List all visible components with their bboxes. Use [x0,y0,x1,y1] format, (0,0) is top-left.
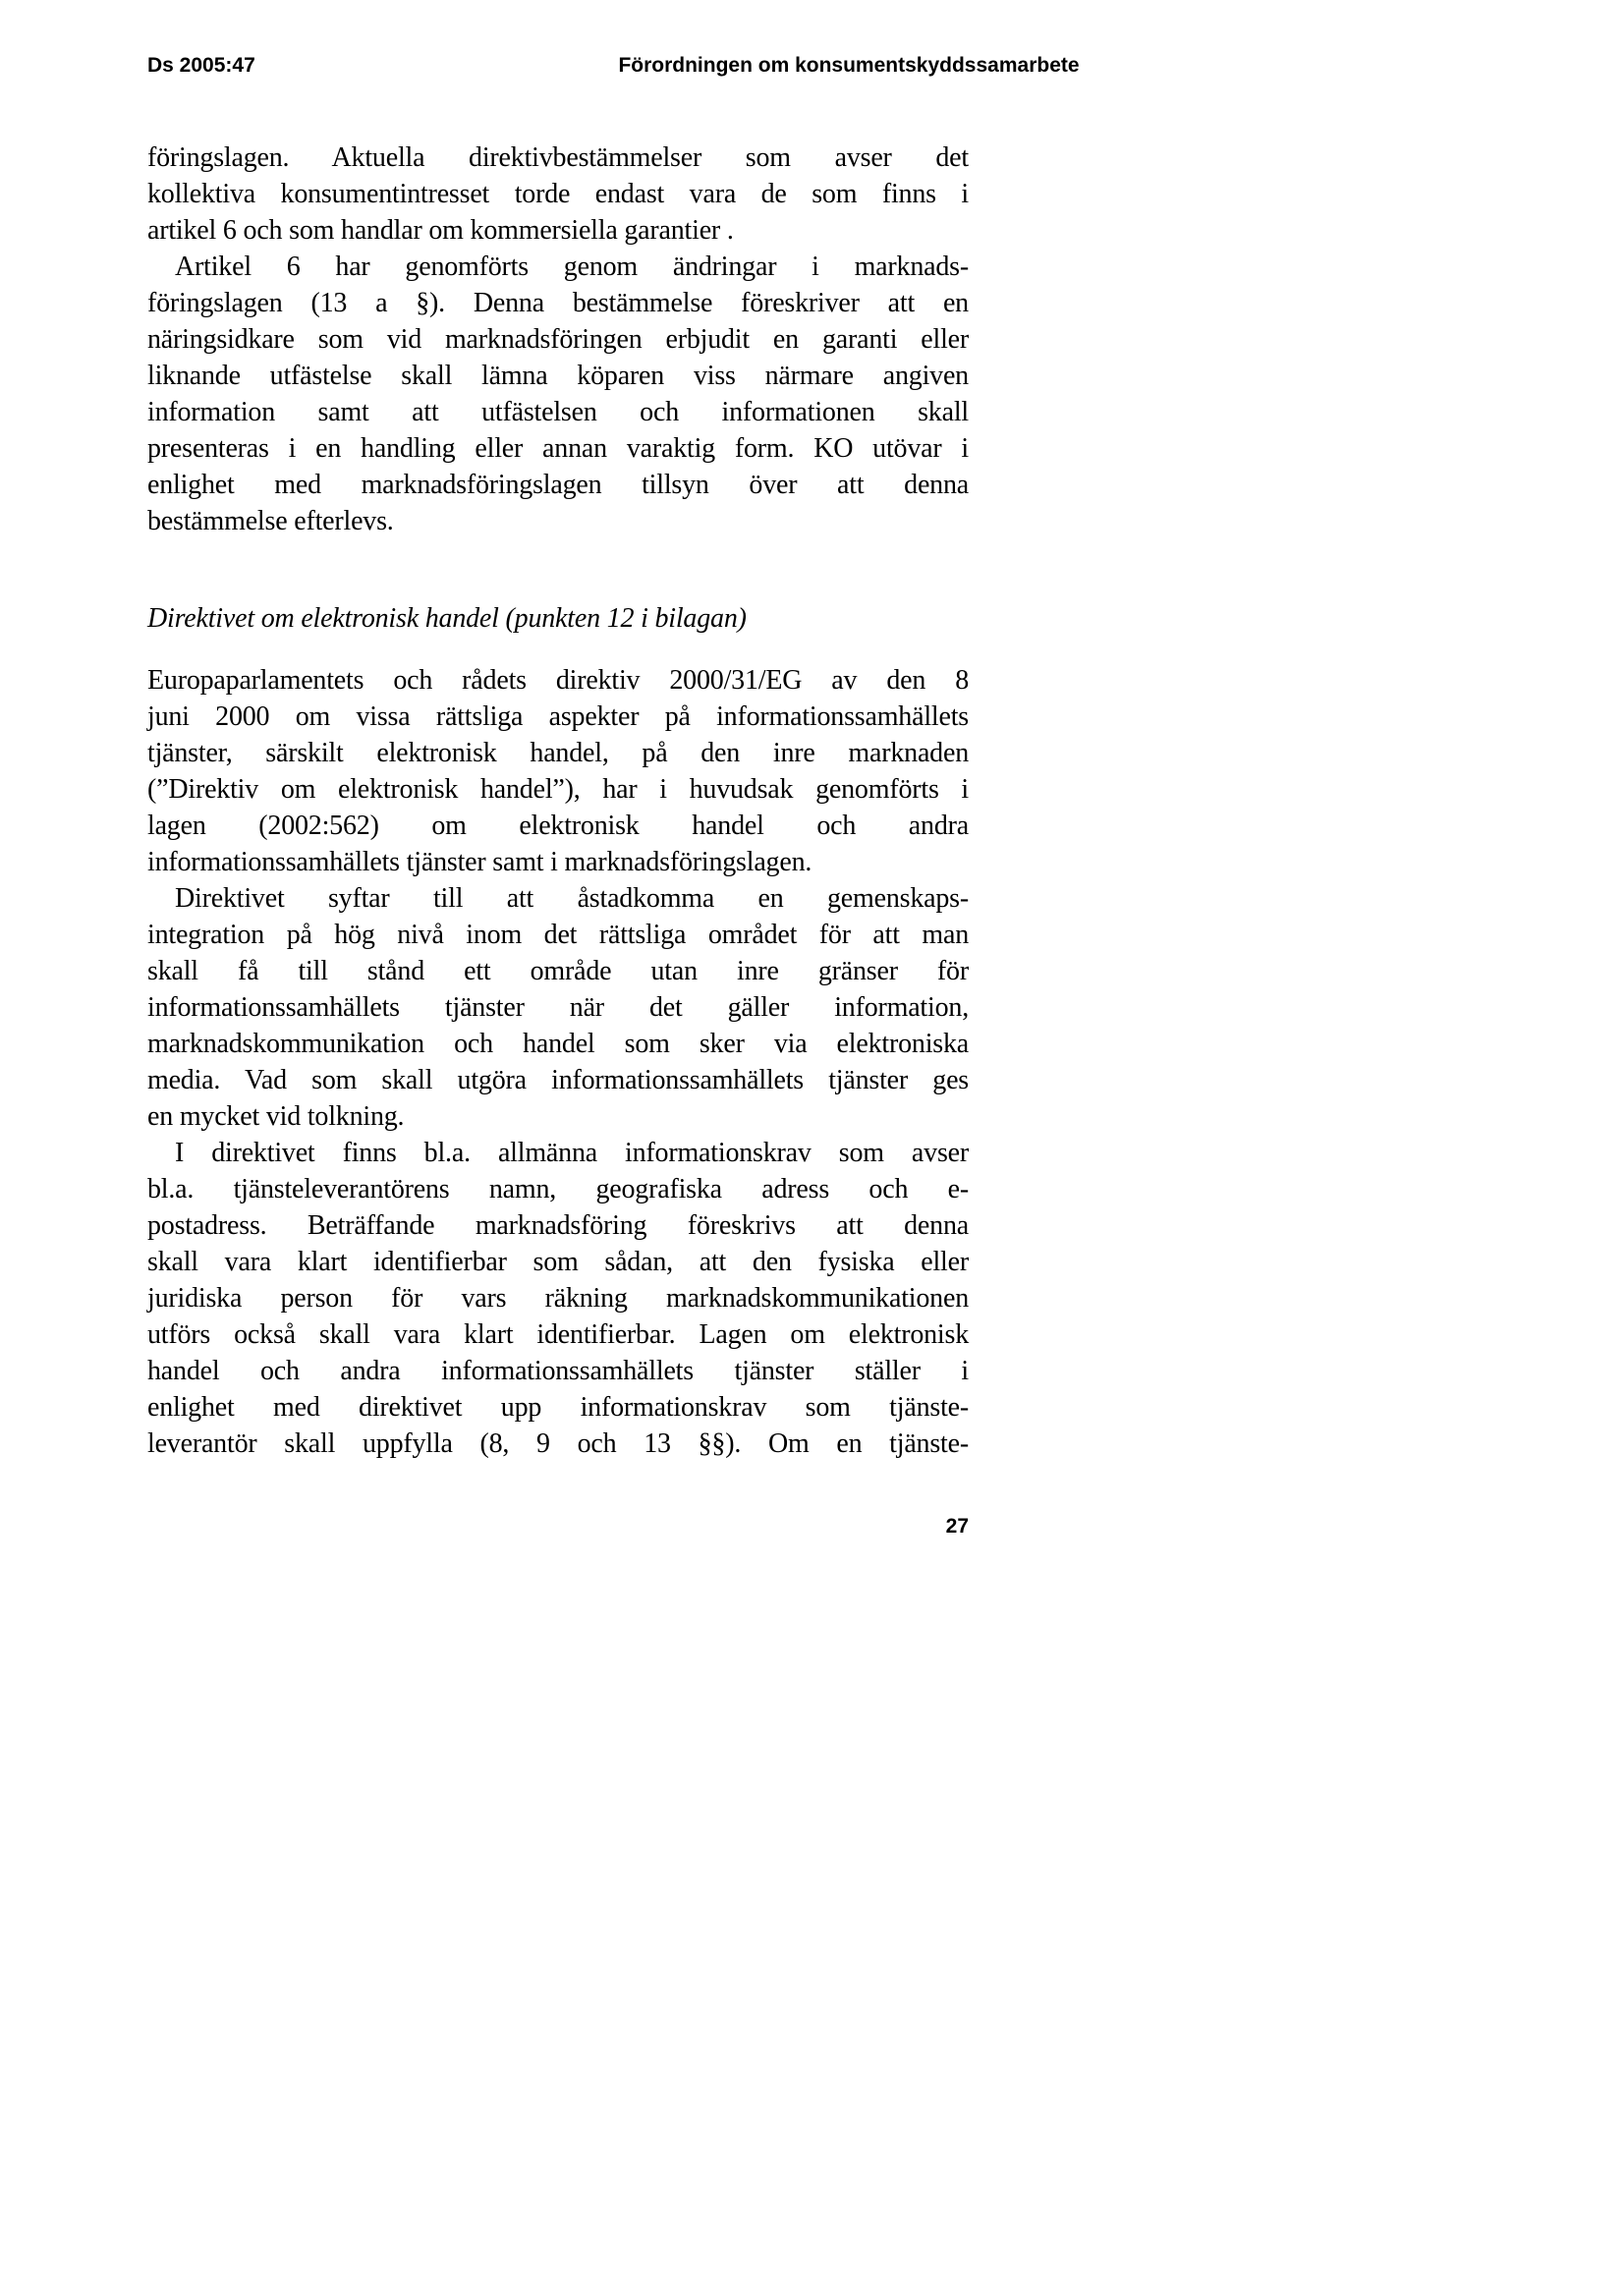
paragraph [147,1135,969,1462]
text-line: Direktivet syftar till att åstadkomma en gemenskaps- [175,883,969,914]
body-text [147,140,969,1462]
page-number: 27 [945,1515,969,1538]
text-line: juridiska person för vars räkning marknadskommunikationen [147,1283,969,1314]
text-line: bestämmelse efterlevs. [147,506,394,536]
text-line: handel och andra informationssamhällets tjänster ställer i [147,1356,969,1386]
paragraph [147,249,969,539]
text-line: utförs också skall vara klart identifierbar. Lagen om elektronisk [147,1319,969,1350]
text-line: en mycket vid tolkning. [147,1101,405,1132]
text-line: näringsidkare som vid marknadsföringen erbjudit en garanti eller [147,324,969,355]
text-line: information samt att utfästelsen och informationen skall [147,397,969,427]
text-line: enlighet med direktivet upp informationskrav som tjänste- [147,1392,969,1423]
text-line: informationssamhällets tjänster när det gäller information, [147,992,969,1023]
header-running-title: Förordningen om konsumentskyddssamarbete [618,54,1080,77]
paragraph [147,880,969,1135]
text-line: marknadskommunikation och handel som sker via elektroniska [147,1029,969,1059]
paragraph [147,662,969,880]
text-line: postadress. Beträffande marknadsföring föreskrivs att denna [147,1210,969,1241]
text-line: enlighet med marknadsföringslagen tillsyn över att denna [147,470,969,500]
text-line: Europaparlamentets och rådets direktiv 2000/31/EG av den 8 [147,665,969,696]
text-line: skall få till stånd ett område utan inre gränser för [147,956,969,986]
text-line: bl.a. tjänsteleverantörens namn, geografiska adress och e- [147,1174,969,1204]
text-line: Artikel 6 har genomförts genom ändringar i marknads- [175,252,969,282]
header-document-id: Ds 2005:47 [147,54,255,77]
section-heading: Direktivet om elektronisk handel (punkten 12 i bilagan) [147,603,747,634]
text-line: kollektiva konsumentintresset torde endast vara de som finns i [147,179,969,209]
text-line: föringslagen. Aktuella direktivbestämmelser som avser det [147,142,969,173]
text-line: presenteras i en handling eller annan varaktig form. KO utövar i [147,433,969,464]
text-line: lagen (2002:562) om elektronisk handel och andra [147,811,969,841]
text-line: media. Vad som skall utgöra informationssamhällets tjänster ges [147,1065,969,1095]
text-line: juni 2000 om vissa rättsliga aspekter på informationssamhällets [147,701,969,732]
text-line: (”Direktiv om elektronisk handel”), har i huvudsak genomförts i [147,774,969,805]
text-line: artikel 6 och som handlar om kommersiella garantier . [147,215,734,246]
text-line: informationssamhällets tjänster samt i marknadsföringslagen. [147,847,812,877]
text-line: I direktivet finns bl.a. allmänna informationskrav som avser [175,1138,969,1168]
text-line: liknande utfästelse skall lämna köparen viss närmare angiven [147,361,969,391]
paragraph [147,140,969,249]
text-line: integration på hög nivå inom det rättsliga området för att man [147,920,969,950]
text-line: tjänster, särskilt elektronisk handel, på den inre marknaden [147,738,969,768]
text-line: leverantör skall uppfylla (8, 9 och 13 §§). Om en tjänste- [147,1428,969,1459]
text-line: skall vara klart identifierbar som sådan, att den fysiska eller [147,1247,969,1277]
text-line: föringslagen (13 a §). Denna bestämmelse föreskriver att en [147,288,969,318]
